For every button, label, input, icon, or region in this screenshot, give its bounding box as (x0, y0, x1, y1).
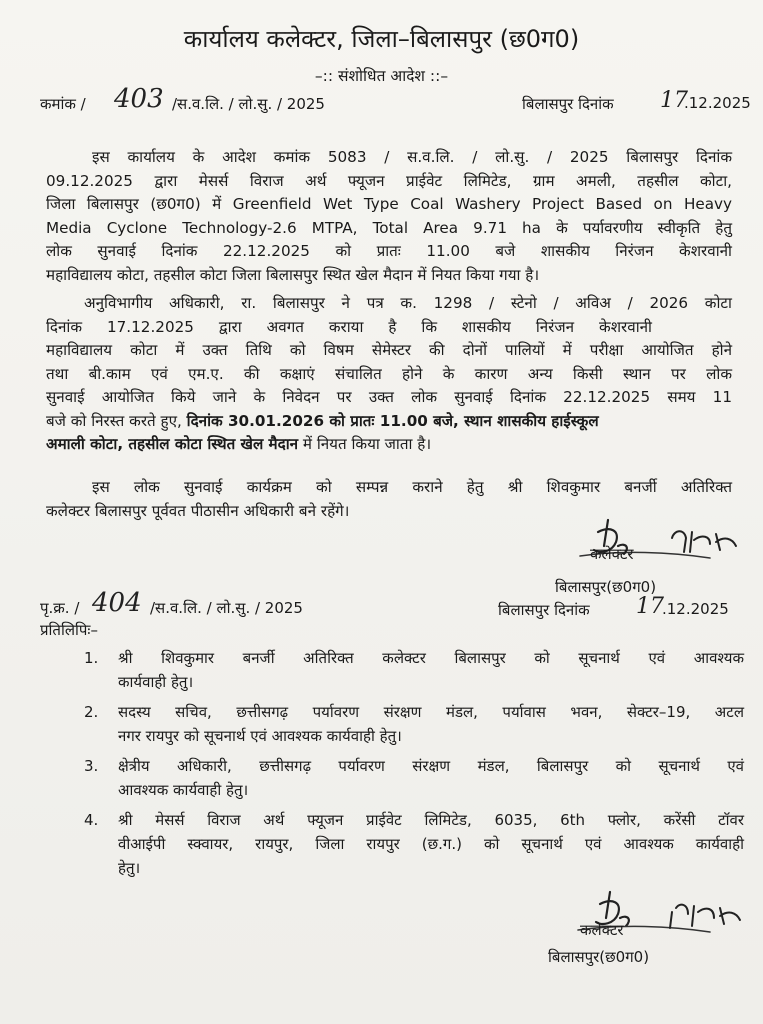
paragraph-2 (46, 292, 732, 457)
signature-2-designation: कलेक्टर (580, 921, 624, 939)
order-ref-suffix: /स.व.लि. / लो.सु. / 2025 (172, 95, 325, 113)
para2-text: बजे को निरस्त करते हुए, (46, 411, 182, 430)
para2-line: दिनांक 17.12.2025 द्वारा अवगत कराया है कि शासकीय निरंजन केशरवानी (46, 317, 652, 336)
copy-item-number: 1. (84, 649, 99, 667)
para1-line: लोक सुनवाई दिनांक 22.12.2025 को प्रातः 11.00 बजे शासकीय निरंजन केशरवानी (46, 242, 732, 260)
copy-item-line: सदस्य सचिव, छत्तीसगढ़ पर्यावरण संरक्षण मंडल, पर्यावास भवन, सेक्टर–19, अटल (118, 703, 744, 721)
para2-line: सुनवाई आयोजित किये जाने के निवेदन पर उक्त लोक सुनवाई दिनांक 22.12.2025 समय 11 (46, 388, 732, 406)
copy-item-number: 2. (84, 703, 99, 721)
copy-date-day: 17 (636, 594, 664, 619)
order-heading: –:: संशोधित आदेश ::– (314, 67, 449, 85)
copy-list-item (84, 754, 744, 802)
copy-date-rest: .12.2025 (662, 600, 729, 618)
signature-1-designation: कलेक्टर (590, 545, 634, 563)
order-ref-number: 403 (114, 84, 164, 114)
para2-bold-venue: अमाली कोटा, तहसील कोटा स्थित खेल मैदान (46, 435, 299, 453)
copy-item-line: वीआईपी स्क्वायर, रायपुर, जिला रायपुर (छ.ग.) को सूचनार्थ एवं आवश्यक कार्यवाही (118, 835, 744, 853)
signature-2-place: बिलासपुर(छ0ग0) (548, 948, 650, 966)
para2-line-mixed (46, 410, 732, 434)
copy-item-line: श्री मेसर्स विराज अर्थ फ्यूजन प्राईवेट लिमिटेड, 6035, 6th फ्लोर, करेंसी टॉवर (118, 811, 744, 829)
para3-line: कलेक्टर बिलासपुर पूर्ववत पीठासीन अधिकारी बने रहेंगे। (46, 501, 350, 520)
order-date-rest: .12.2025 (684, 94, 751, 112)
paragraph-1 (46, 146, 732, 287)
copy-ref-suffix: /स.व.लि. / लो.सु. / 2025 (150, 599, 303, 617)
copy-item-line: क्षेत्रीय अधिकारी, छत्तीसगढ़ पर्यावरण संरक्षण मंडल, बिलासपुर को सूचनार्थ एवं (118, 757, 744, 775)
copy-ref-prefix: पृ.क्र. / (40, 599, 80, 617)
para2-bold-new-date: दिनांक 30.01.2026 को प्रातः 11.00 बजे, स्थान शासकीय हाईस्कूल (186, 411, 599, 430)
copy-item-line: हेतु। (118, 859, 141, 877)
para1-line: जिला बिलासपुर (छ0ग0) में Greenfield Wet Type Coal Washery Project Based on Heavy (46, 195, 732, 213)
order-date-prefix: बिलासपुर दिनांक (522, 95, 614, 113)
signature-1-handwritten (560, 512, 750, 572)
copy-item-line: कार्यवाही हेतु। (118, 673, 194, 691)
para2-line: अनुविभागीय अधिकारी, रा. बिलासपुर ने पत्र क. 1298 / स्टेनो / अविअ / 2026 कोटा (84, 294, 732, 312)
copy-item-line: नगर रायपुर को सूचनार्थ एवं आवश्यक कार्यवाही हेतु। (118, 727, 402, 745)
copy-item-number: 4. (84, 811, 99, 829)
para2-line: महाविद्यालय कोटा में उक्त तिथि को विषम सेमेस्टर की दोनों पालियों में परीक्षा आयोजित होने (46, 341, 732, 359)
order-ref-prefix: कमांक / (40, 95, 86, 113)
para1-line: इस कार्यालय के आदेश कमांक 5083 / स.व.लि. / लो.सु. / 2025 बिलासपुर दिनांक (92, 148, 732, 166)
copy-item-line: श्री शिवकुमार बनर्जी अतिरिक्त कलेक्टर बिलासपुर को सूचनार्थ एवं आवश्यक (118, 649, 744, 667)
copy-ref-number: 404 (92, 588, 142, 618)
para1-line: Media Cyclone Technology-2.6 MTPA, Total Area 9.71 ha के पर्यावरणीय स्वीकृति हेतु (46, 218, 732, 237)
para2-line-mixed (46, 433, 732, 457)
para2-text: में नियत किया जाता है। (302, 435, 432, 453)
order-date-day: 17 (660, 88, 688, 113)
copy-item-line: आवश्यक कार्यवाही हेतु। (118, 781, 249, 799)
copy-list-item (84, 808, 744, 880)
copy-date-prefix: बिलासपुर दिनांक (498, 601, 590, 619)
para3-line: इस लोक सुनवाई कार्यक्रम को सम्पन्न कराने हेतु श्री शिवकुमार बनर्जी अतिरिक्त (92, 478, 732, 496)
para2-line: तथा बी.काम एवं एम.ए. की कक्षाएं संचालित होने के कारण अन्य किसी स्थान पर लोक (46, 364, 732, 383)
copy-list (84, 646, 744, 886)
copy-list-item (84, 700, 744, 748)
para1-line: महाविद्यालय कोटा, तहसील कोटा जिला बिलासपुर स्थित खेल मैदान में नियत किया गया है। (46, 265, 540, 284)
copy-item-number: 3. (84, 757, 99, 775)
office-title: कार्यालय कलेक्टर, जिला–बिलासपुर (छ0ग0) (183, 25, 580, 53)
copy-to-label: प्रतिलिपिः– (40, 621, 98, 639)
signature-1-place: बिलासपुर(छ0ग0) (555, 578, 657, 596)
para1-line: 09.12.2025 द्वारा मेसर्स विराज अर्थ फ्यूजन प्राईवेट लिमिटेड, ग्राम अमली, तहसील कोटा, (46, 171, 732, 190)
copy-list-item (84, 646, 744, 694)
